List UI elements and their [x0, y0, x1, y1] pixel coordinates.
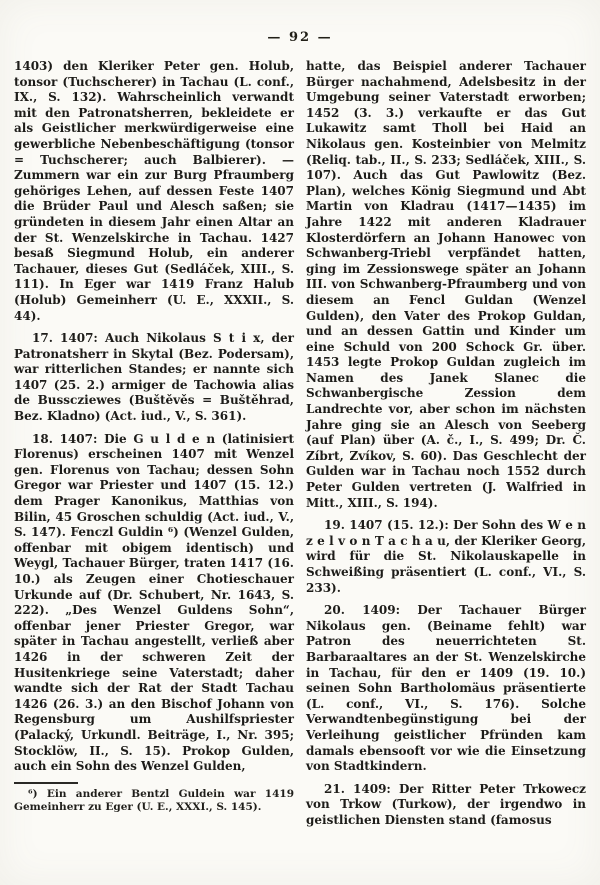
footnote [14, 788, 294, 815]
paragraph-entry-18: 18. 1407: Die G u l d e n (latinisiert Florenus) erscheinen 1407 mit Wenzel gen. Florenus von Tachau; dessen Sohn Gregor war Priester und 1407 (15. 12.) dem Prager Kanonikus, Matthias von Bilin, 45 Groschen schuldig (Act. iud., V., S. 147). Fenczl Guldin ⁶) (Wenzel Gulden, offenbar mit obigem identisch) und Weygl, Tachauer Bürger, traten 1417 (16. 10.) als Zeugen einer Chotieschauer Urkunde auf (Dr. Schubert, Nr. 1643, S. 222). „Des Wenzel Guldens Sohn“, offenbar jener Priester Gregor, war später in Tachau angestellt, verließ aber 1426 in der schweren Zeit der Husitenkriege seine Vaterstadt; daher wandte sich der Rat der Stadt Tachau 1426 (26. 3.) an den Bischof Johann von Regensburg um Aushilfspriester (Palacký, Urkundl. Beiträge, I., Nr. 395; Stocklöw, II., S. 15). Prokop Gulden, auch ein Sohn des Wenzel Gulden, [14, 431, 294, 774]
footnote-rule [14, 782, 78, 784]
paragraph-continuation: 1403) den Kleriker Peter gen. Holub, tonsor (Tuchscherer) in Tachau (L. conf., IX., S. 132). Wahrscheinlich verwandt mit den Patronatsherren, bekleidete er als Geistlicher merkwürdigerweise eine gewerbliche Nebenbeschäftigung (tonsor = Tuchscherer; auch Balbierer). — Zummern war ein zur Burg Pfraumberg gehöriges Lehen, auf dessen Feste 1407 die Brüder Paul und Alesch saßen; sie gründeten in diesem Jahr einen Altar an der St. Wenzelskirche in Tachau. 1427 besaß Siegmund Holub, ein anderer Tachauer, dieses Gut (Sedláček, XIII., S. 111). In Eger war 1419 Franz Halub (Holub) Gemeinherr (U. E., XXXII., S. 44). [14, 59, 294, 323]
paragraph-entry-20: 20. 1409: Der Tachauer Bürger Nikolaus gen. (Beiname fehlt) war Patron des neuerrichteten St. Barbaraaltares an der St. Wenzelskirche in Tachau, für den er 1409 (19. 10.) seinen Sohn Bartholomäus präsentierte (L. conf., VI., S. 176). Solche Verwandtenbegünstigung bei der Verleihung geistlicher Pfründen kam damals ebensooft vor wie die Einsetzung von Stadtkindern. [306, 603, 586, 774]
paragraph-entry-21: 21. 1409: Der Ritter Peter Trkowecz von Trkow (Turkow), der irgendwo in geistlichen Diensten stand (famosus [306, 781, 586, 827]
page-number: — 92 — [267, 30, 333, 45]
footnote-text: ⁶) Ein anderer Bentzl Guldein war 1419 Gemeinherr zu Eger (U. E., XXXI., S. 145). [14, 787, 294, 814]
paragraph-entry-19: 19. 1407 (15. 12.): Der Sohn des W e n z e l v o n T a c h a u, der Kleriker Georg, wird für die St. Nikolauskapelle in Schweißing präsentiert (L. conf., VI., S. 233). [306, 518, 586, 595]
text-columns [0, 45, 600, 829]
right-column [306, 59, 586, 829]
paragraph-continuation: hatte, das Beispiel anderer Tachauer Bürger nachahmend, Adelsbesitz in der Umgebung seiner Vaterstadt erworben; 1452 (3. 3.) verkaufte er das Gut Lukawitz samt Tholl bei Haid an Nikolaus gen. Kosteinbier von Melmitz (Reliq. tab., II., S. 233; Sedláček, XIII., S. 107). Auch das Gut Pawlowitz (Bez. Plan), welches König Siegmund und Abt Martin von Kladrau (1417—1435) im Jahre 1422 mit anderen Kladrauer Klosterdörfern an Johann Hanowec von Schwanberg-Triebl verpfändet hatten, ging im Zessionswege später an Johann III. von Schwanberg-Pfraumberg und von diesem an Fencl Guldan (Wenzel Gulden), den Vater des Prokop Guldan, und an dessen Gattin und Kinder um eine Schuld von 200 Schock Gr. über. 1453 legte Prokop Guldan zugleich im Namen des Janek Slanec die Schwanbergische Zession dem Landrechte vor, aber schon im nächsten Jahre ging sie an Alesch von Seeberg (auf Plan) über (A. č., I., S. 499; Dr. Č. Zíbrt, Zvíkov, S. 60). Das Geschlecht der Gulden war in Tachau noch 1552 durch Peter Gulden vertreten (J. Walfried in Mitt., XIII., S. 194). [306, 59, 586, 510]
paragraph-entry-17: 17. 1407: Auch Nikolaus S t i x, der Patronatsherr in Skytal (Bez. Podersam), war ritterlichen Standes; er nannte sich 1407 (25. 2.) armiger de Tachowia alias de Busscziewes (Buštěvěs = Buštěhrad, Bez. Kladno) (Act. iud., V., S. 361). [14, 331, 294, 424]
left-column [14, 59, 294, 829]
